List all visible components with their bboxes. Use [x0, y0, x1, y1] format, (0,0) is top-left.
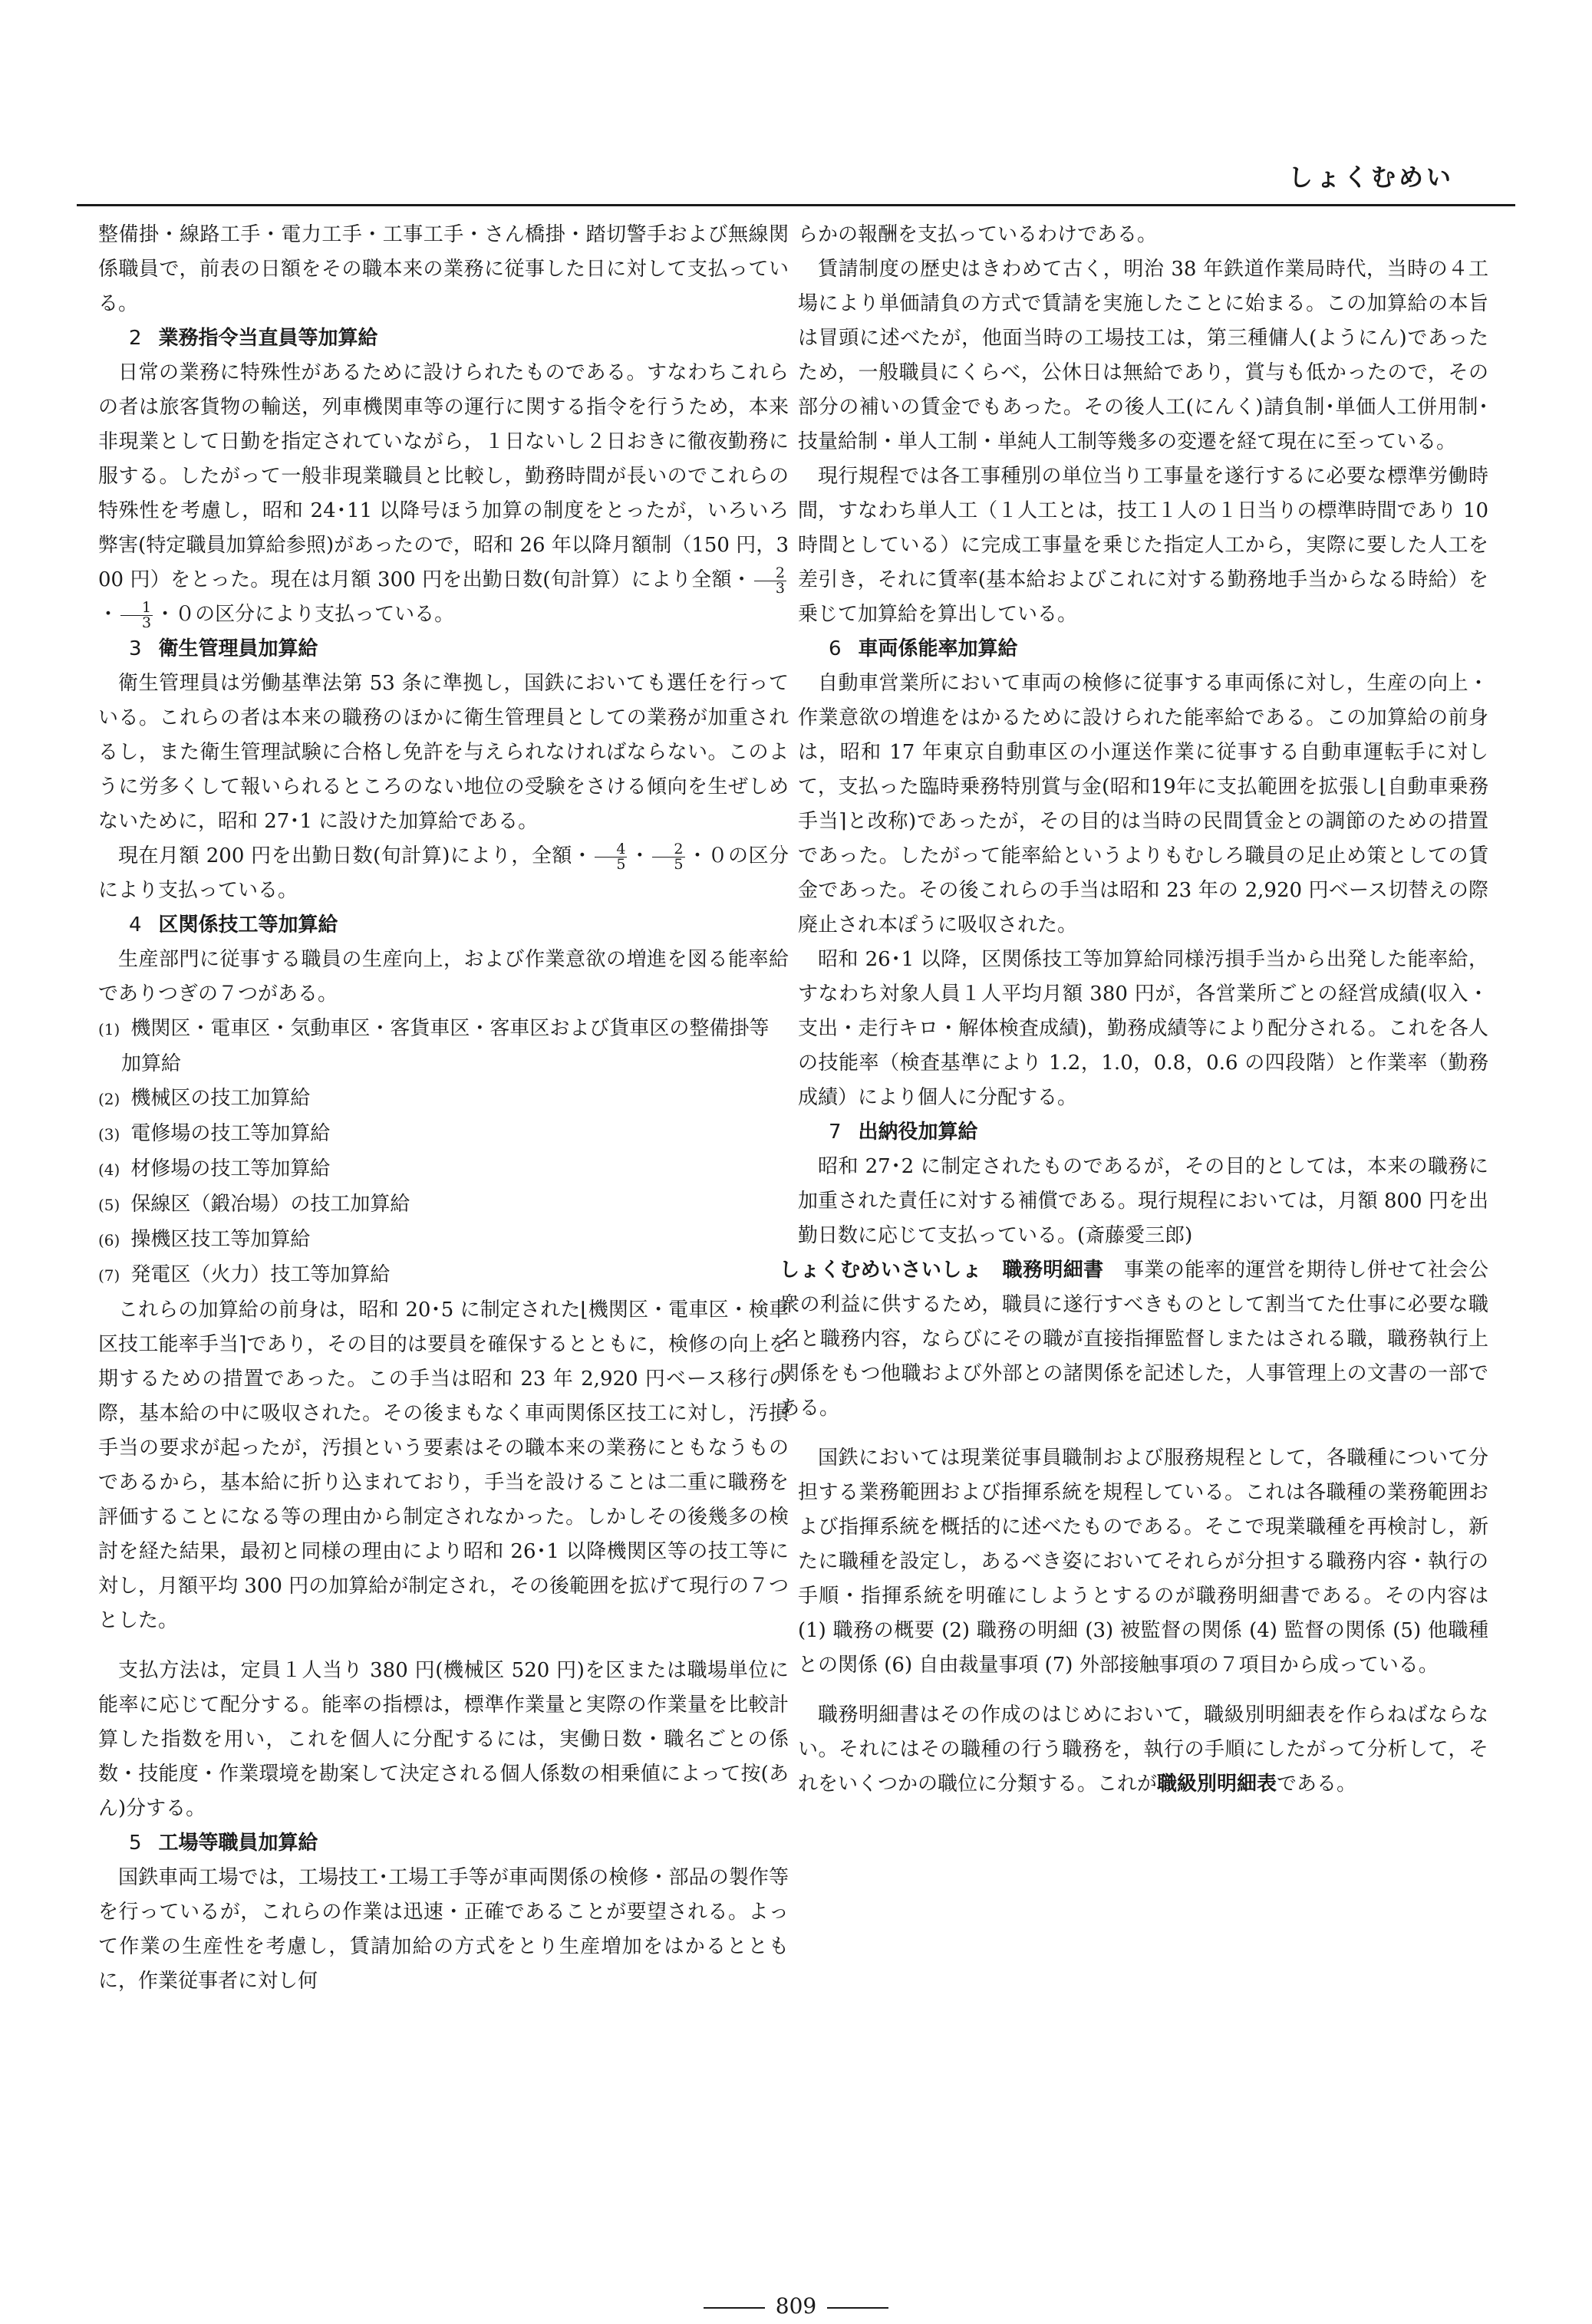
section-number: 2: [129, 327, 142, 350]
text-run: 日常の業務に特殊性があるために設けられたものである。すなわちこれらの者は旅客貨物の輸送，列車機関車等の運行に関する指令を行うため，本来非現業として日勤を指定されていながら，１日ないし２日おきに徹夜勤務に服する。したがって一般非現業職員と比較し，勤務時間が長いのでこれらの特殊性を考慮し，昭和 24･11 以降号ほう加算の制度をとったが，いろいろ弊害(特定職員加算給参照)があったので，昭和 26 年以降月額制（150 円，300 円）をとった。現在は月額 300 円を出勤日数(旬計算）により全額・: [98, 361, 789, 591]
text-run: ・: [629, 844, 651, 867]
section-number: 7: [829, 1121, 842, 1144]
list-item: [98, 1012, 789, 1081]
page-number: 809: [775, 2293, 817, 2319]
fraction: [652, 842, 684, 872]
footer-dash: [704, 2307, 765, 2309]
footer-dash: [827, 2307, 888, 2309]
fraction: [595, 842, 627, 872]
paragraph: 昭和 26･1 以降，区関係技工等加算給同様汚損手当から出発した能率給，すなわち対象人員１人平均月額 380 円が，各営業所ごとの経営成績(収入・支出・走行キロ・解体検査成績)，勤務成績等により配分される。これを各人の技能率（検査基準により 1.2，1.0，0.8，0.6 の四段階）と作業率（勤務成績）により個人に分配する。: [798, 948, 1488, 1109]
paragraph: 衛生管理員は労働基準法第 53 条に準拠し，国鉄においても選任を行っている。これらの者は本来の職務のほかに衛生管理員としての業務が加重されるし，また衛生管理試験に合格し免許を与えられなければならない。このように労多くして報いられるところのない地位の受験をさける傾向を生ぜしめないために，昭和 27･1 に設けた加算給である。: [98, 672, 789, 833]
dictionary-entry: [780, 1253, 1488, 1426]
intro-paragraph: 整備掛・線路工手・電力工手・工事工手・さん橋掛・踏切警手および無線関係職員で，前表の日額をその職本来の業務に従事した日に対して支払っている。: [98, 223, 789, 315]
paragraph-gap: [798, 1426, 1488, 1441]
section-number: 3: [129, 637, 142, 660]
paragraph: [98, 356, 789, 632]
numerator: 2: [652, 842, 684, 858]
list-text: 電修場の技工等加算給: [130, 1122, 331, 1145]
section-heading: [98, 1826, 789, 1861]
running-header: しょくむめい: [1287, 163, 1454, 192]
list-item: [98, 1187, 789, 1223]
fraction: [754, 566, 786, 596]
paragraph: らかの報酬を支払っているわけである。: [798, 223, 1158, 246]
right-column: [780, 218, 1488, 1802]
entry-reading: しょくむめいさいしょ: [780, 1259, 983, 1282]
list-number: (2): [98, 1090, 120, 1108]
section-heading: [98, 632, 789, 667]
header-rule: [77, 204, 1515, 206]
list-text: 発電区（火力）技工等加算給: [130, 1263, 391, 1286]
section-heading: [98, 908, 789, 943]
section-title: 工場等職員加算給: [158, 1832, 318, 1855]
list-item: [98, 1152, 789, 1187]
list-number: (1): [98, 1020, 120, 1039]
list-text: 機関区・電車区・気動車区・客貨車区・客車区および貨車区の整備掛等加算給: [121, 1017, 770, 1075]
paragraph-gap: [798, 1683, 1488, 1698]
section-number: 6: [829, 637, 842, 660]
section-title: 車両係能率加算給: [858, 637, 1018, 660]
entry-term: 職務明細書: [1002, 1259, 1104, 1282]
paragraph: [98, 839, 789, 908]
text-run: である。: [1277, 1773, 1357, 1796]
list-text: 材修場の技工等加算給: [130, 1157, 331, 1180]
section-title: 区関係技工等加算給: [158, 913, 338, 937]
denominator: 3: [142, 614, 152, 631]
list-item: [98, 1223, 789, 1258]
page-footer: [0, 2293, 1592, 2319]
list-item: [98, 1081, 789, 1117]
paragraph: これらの加算給の前身は，昭和 20･5 に制定された⌊機関区・電車区・検車区技工能率手当⌉であり，その目的は要員を確保するとともに，検修の向上を期するための措置であった。この手当は昭和 23 年 2,920 円ベース移行の際，基本給の中に吸収された。その後まもなく車両関係区技工に対し，汚損手当の要求が起ったが，汚損という要素はその職本来の業務にともなうものであるから，基本給に折り込まれており，手当を設けることは二重に職務を評価することになる等の理由から制定されなかった。しかしその後幾多の検討を経た結果，最初と同様の理由により昭和 26･1 以降機関区等の技工等に対し，月額平均 300 円の加算給が制定され，その後範囲を拡げて現行の７つとした。: [98, 1299, 789, 1632]
list-number: (7): [98, 1266, 120, 1285]
numerator: 4: [595, 842, 627, 858]
text-run: ・: [98, 603, 119, 626]
list-item: [98, 1258, 789, 1293]
paragraph: 支払方法は，定員１人当り 380 円(機械区 520 円)を区または職場単位に能率に応じて配分する。能率の指標は，標準作業量と実際の作業量を比較計算した指数を用い，これを個人に分配するには，実働日数・職名ごとの係数・技能度・作業環境を勘案して決定される個人係数の相乗値によって按(あん)分する。: [98, 1659, 789, 1820]
section-title: 衛生管理員加算給: [158, 637, 318, 660]
paragraph: 生産部門に従事する職員の生産向上，および作業意欲の増進を図る能率給でありつぎの７つがある。: [98, 948, 789, 1006]
paragraph: 自動車営業所において車両の検修に従事する車両係に対し，生産の向上・作業意欲の増進をはかるために設けられた能率給である。この加算給の前身は，昭和 17 年東京自動車区の小運送作業に従事する自動車運転手に対して，支払った臨時乗務特別賞与金(昭和19年に支払範囲を拡張し⌊自動車乗務手当⌉と改称)であったが，その目的は当時の民間賃金との調節のための措置であった。したがって能率給というよりもむしろ職員の足止め策としての賃金であった。その後これらの手当は昭和 23 年の 2,920 円ベース切替えの際廃止され本ぽうに吸収された。: [798, 672, 1488, 937]
denominator: 3: [775, 579, 785, 597]
text-run: 職務明細書はその作成のはじめにおいて，職級別明細表を作らねばならない。それにはその職種の行う職務を，執行の手順にしたがって分析して，それをいくつかの職位に分類する。これが: [798, 1703, 1488, 1796]
fraction: [120, 598, 153, 631]
list-text: 保線区（鍛冶場）の技工加算給: [130, 1193, 410, 1216]
numerator: 2: [754, 566, 786, 581]
text-run: ・０の区分により支払っている。: [155, 603, 455, 626]
paragraph: 賃請制度の歴史はきわめて古く，明治 38 年鉄道作業局時代，当時の４工場により単価請負の方式で賃請を実施したことに始まる。この加算給の本旨は冒頭に述べたが，他面当時の工場技工は，第三種傭人(ようにん)であったため，一般職員にくらべ，公休日は無給であり，賞与も低かったので，その部分の補いの賃金でもあった。その後人工(にんく)請負制･単価人工併用制･技量給制・単人工制・単純人工制等幾多の変遷を経て現在に至っている。: [798, 258, 1488, 453]
section-number: 4: [129, 913, 142, 937]
list-number: (3): [98, 1125, 120, 1144]
paragraph: 国鉄車両工場では，工場技工･工場工手等が車両関係の検修・部品の製作等を行っているが，これらの作業は迅速・正確であることが要望される。よって作業の生産性を考慮し，賃請加給の方式をとり生産増加をはかるとともに，作業従事者に対し何: [98, 1866, 789, 1993]
text-run: 現在月額 200 円を出勤日数(旬計算)により，全額・: [118, 844, 593, 867]
paragraph: 国鉄においては現業従事員職制および服務規程として，各職種について分担する業務範囲および指揮系統を規程している。これは各職種の業務範囲および指揮系統を概括的に述べたものである。そこで現業職種を再検討し，新たに職種を設定し，あるべき姿においてそれらが分担する職務内容・執行の手順・指揮系統を明確にしようとするのが職務明細書である。その内容は (1) 職務の概要 (2) 職務の明細 (3) 被監督の関係 (4) 監督の関係 (5) 他職種との関係 (6) 自由裁量事項 (7) 外部接触事項の７項目から成っている。: [798, 1447, 1488, 1677]
section-number: 5: [129, 1832, 142, 1855]
section-heading: [98, 321, 789, 356]
paragraph: 昭和 27･2 に制定されたものであるが，その目的としては，本来の職務に加重された責任に対する補償である。現行規程においては，月額 800 円を出勤日数に応じて支払っている。(斎藤愛三郎): [798, 1155, 1488, 1247]
paragraph: 現行規程では各工事種別の単位当り工事量を遂行するに必要な標準労働時間，すなわち単人工（１人工とは，技工１人の１日当りの標準時間であり 10 時間としている）に完成工事量を乗じた指定人工から，実際に要した人工を差引き，それに賃率(基本給およびこれに対する勤務地手当からなる時給）を乗じて加算給を算出している。: [798, 465, 1488, 626]
section-heading: [798, 632, 1488, 667]
text-run: 事業の能率的運営を期待し併せて社会公衆の利益に供するため，職員に遂行すべきものとして割当てた仕事に必要な職名と職務内容，ならびにその職が直接指揮監督しまたはされる職，職務執行上関係をもつ他職および外部との諸関係を記述した，人事管理上の文書の一部である。: [780, 1259, 1488, 1420]
denominator: 5: [674, 855, 684, 873]
list-text: 操機区技工等加算給: [130, 1228, 311, 1251]
list-number: (6): [98, 1231, 120, 1249]
left-column: [98, 218, 789, 1999]
section-title: 業務指令当直員等加算給: [158, 327, 378, 350]
list-text: 機械区の技工加算給: [130, 1087, 311, 1110]
section-heading: [798, 1115, 1488, 1150]
list-item: [98, 1117, 789, 1152]
section-title: 出納役加算給: [858, 1121, 978, 1144]
bold-term: 職級別明細表: [1157, 1773, 1277, 1796]
list-number: (5): [98, 1196, 120, 1214]
denominator: 5: [616, 855, 626, 873]
paragraph-gap: [98, 1638, 789, 1654]
paragraph: [798, 1698, 1488, 1802]
numerator: 1: [120, 601, 153, 616]
list-number: (4): [98, 1160, 120, 1179]
text-run: ・０の区分により支払っている。: [98, 844, 789, 902]
